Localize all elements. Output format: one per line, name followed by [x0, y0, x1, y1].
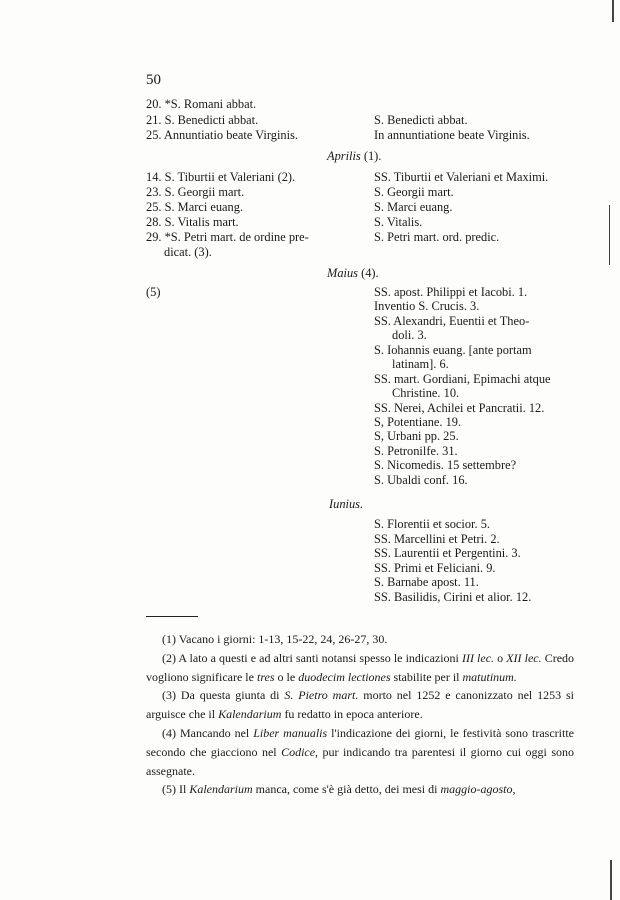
- month-name: Maius: [327, 266, 358, 280]
- entry-right: S. Iohannis euang. [ante portam: [374, 343, 532, 357]
- entry-right: S. Benedicti abbat.: [374, 113, 468, 127]
- footnote-separator: [146, 616, 198, 617]
- entry-left: 14. S. Tiburtii et Valeriani (2).: [146, 170, 296, 184]
- entry-right: SS. Alexandri, Euentii et Theo-: [374, 314, 530, 328]
- entry-right: S. Petronilfe. 31.: [374, 444, 458, 458]
- entry-right: S. Nicomedis. 15 settembre?: [374, 458, 517, 472]
- scan-edge-mark: [610, 860, 612, 900]
- entry-right: In annuntiatione beate Virginis.: [374, 128, 530, 142]
- may-left-note: (5): [146, 285, 161, 299]
- entry-right: S. Vitalis.: [374, 215, 423, 229]
- footnote-2: (2) A lato a questi e ad altri santi notansi spesso le indicazioni III lec. o XII lec. Credo vogliono significare le tres o le duodecim lectiones stabilite per il matutinum.: [146, 650, 575, 684]
- entry-right: S. Florentii et socior. 5.: [374, 517, 490, 531]
- footnote-3: (3) Da questa giunta di S. Pietro mart. morto nel 1252 e canonizzato nel 1253 si arguisce che il Kalendarium fu redatto in epoca anteriore.: [146, 688, 575, 722]
- month-heading-june: Iunius.: [329, 497, 364, 511]
- page-number: 50: [146, 72, 161, 88]
- entry-right: SS. apost. Philippi et Iacobi. 1.: [374, 285, 528, 299]
- footnote-4: (4) Mancando nel Liber manualis l'indicazione dei giorni, le festività sono trascritte secondo che giacciono nel Codice, pur indicando tra parentesi il giorno cui oggi sono assegnate.: [146, 725, 575, 778]
- entry-right-continued: latinam]. 6.: [392, 357, 449, 371]
- month-footnote-ref: (1).: [363, 149, 382, 163]
- entry-right: S, Urbani pp. 25.: [374, 429, 459, 443]
- entry-right-continued: doli. 3.: [392, 328, 427, 342]
- scan-edge-mark: [609, 205, 610, 265]
- entry-right: SS. mart. Gordiani, Epimachi atque: [374, 372, 551, 386]
- footnotes: [146, 630, 574, 799]
- footnote-1: (1) Vacano i giorni: 1-13, 15-22, 24, 26-27, 30.: [162, 632, 388, 646]
- entry-left: 25. S. Marci euang.: [146, 200, 244, 214]
- entry-right: S. Georgii mart.: [374, 185, 454, 199]
- entry-right: SS. Laurentii et Pergentini. 3.: [374, 546, 521, 560]
- entry-left-continued: dicat. (3).: [164, 245, 212, 259]
- entry-left: 25. Annuntiatio beate Virginis.: [146, 128, 298, 142]
- month-heading-april: [327, 149, 381, 164]
- entry-left: 21. S. Benedicti abbat.: [146, 113, 259, 127]
- entry-right: S. Petri mart. ord. predic.: [374, 230, 500, 244]
- entry-left: 28. S. Vitalis mart.: [146, 215, 239, 229]
- month-heading-may: [327, 266, 379, 281]
- entry-right: S. Marci euang.: [374, 200, 453, 214]
- entry-right: SS. Nerei, Achilei et Pancratii. 12.: [374, 401, 545, 415]
- entry-right: SS. Tiburtii et Valeriani et Maximi.: [374, 170, 549, 184]
- month-footnote-ref: (4).: [361, 266, 379, 280]
- entry-right: SS. Marcellini et Petri. 2.: [374, 532, 500, 546]
- entry-right: Inventio S. Crucis. 3.: [374, 299, 480, 313]
- footnote-5: (5) Il Kalendarium manca, come s'è già detto, dei mesi di maggio-agosto,: [162, 782, 516, 797]
- entry-right: SS. Primi et Feliciani. 9.: [374, 561, 496, 575]
- entry-left: 20. *S. Romani abbat.: [146, 97, 257, 111]
- scan-edge-mark: [612, 0, 614, 22]
- entry-right: S, Potentiane. 19.: [374, 415, 462, 429]
- entry-right: S. Ubaldi conf. 16.: [374, 473, 468, 487]
- entry-left: 23. S. Georgii mart.: [146, 185, 245, 199]
- entry-right: S. Barnabe apost. 11.: [374, 575, 479, 589]
- month-name: Aprilis: [327, 149, 361, 163]
- entry-right: SS. Basilidis, Cirini et alior. 12.: [374, 590, 532, 604]
- entry-right-continued: Christine. 10.: [392, 386, 460, 400]
- entry-left: 29. *S. Petri mart. de ordine pre-: [146, 230, 309, 244]
